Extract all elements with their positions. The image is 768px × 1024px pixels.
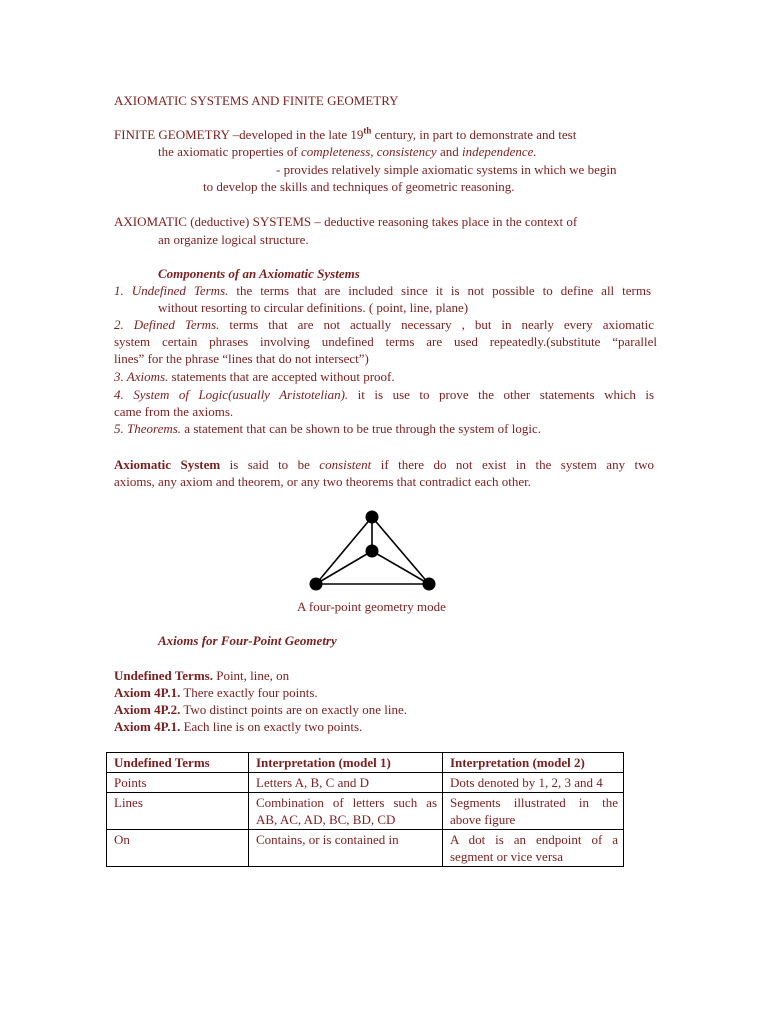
axiom-2	[114, 701, 407, 718]
component-3-text: statements that are accepted without proof.	[168, 369, 395, 384]
four-point-heading: Axioms for Four-Point Geometry	[158, 633, 337, 648]
axiom-1	[114, 684, 318, 701]
component-4-label: 4. System of Logic(usually Aristotelian).	[114, 387, 349, 402]
header-undefined-terms: Undefined Terms	[107, 753, 249, 773]
component-2-label: 2. Defined Terms.	[114, 317, 220, 332]
page-title: AXIOMATIC SYSTEMS AND FINITE GEOMETRY	[114, 93, 399, 108]
point-left	[310, 578, 323, 591]
component-2-line-1	[114, 316, 654, 333]
axiom-1-text: There exactly four points.	[180, 685, 318, 700]
axiom-2-label: Axiom 4P.2.	[114, 702, 181, 717]
component-2-line-3: lines” for the phrase “lines that do not intersect”)	[114, 351, 369, 366]
segment-top-right	[372, 517, 429, 584]
consistent-line-1	[114, 456, 654, 473]
consistent-italic: consistent	[319, 457, 372, 472]
four-point-diagram	[300, 506, 450, 598]
table-header-row	[107, 753, 624, 773]
finite-l2-italic-2: independence.	[461, 144, 537, 159]
component-5-text: a statement that can be shown to be true through the system of logic.	[181, 421, 541, 436]
figure-caption: A four-point geometry mode	[297, 599, 446, 614]
axiom-1-label: Axiom 4P.1.	[114, 685, 181, 700]
segment-left-center	[316, 551, 372, 584]
table-cell: Contains, or is contained in	[249, 830, 443, 867]
axiom-3	[114, 718, 362, 735]
table-cell: Letters A, B, C and D	[249, 773, 443, 793]
axiom-2-text: Two distinct points are on exactly one line.	[180, 702, 407, 717]
component-4-text: it is use to prove the other statements which is	[348, 387, 655, 402]
component-1-line-1	[114, 282, 651, 299]
axiom-3-text: Each line is on exactly two points.	[180, 719, 363, 734]
interpretation-table	[106, 752, 624, 867]
segment-top-left	[316, 517, 372, 584]
components-heading: Components of an Axiomatic Systems	[158, 266, 360, 281]
table-cell: Segments illustrated in the above figure	[443, 793, 624, 830]
component-3-label: 3. Axioms.	[114, 369, 169, 384]
consistent-t1: is said to be	[220, 457, 320, 472]
finite-geometry-line-4: to develop the skills and techniques of geometric reasoning.	[203, 179, 515, 194]
component-4-line-2: came from the axioms.	[114, 404, 234, 419]
segment-right-center	[372, 551, 429, 584]
finite-head: FINITE GEOMETRY –developed in the late 19	[114, 127, 364, 142]
table-cell: Dots denoted by 1, 2, 3 and 4	[443, 773, 624, 793]
finite-geometry-line-3: - provides relatively simple axiomatic systems in which we begin	[276, 162, 617, 177]
component-2-line-2: system certain phrases involving undefined terms are used repeatedly.(substitute “parallel	[114, 334, 657, 349]
finite-geometry-line-1	[114, 126, 576, 143]
table-cell: A dot is an endpoint of a segment or vice versa	[443, 830, 624, 867]
finite-l2-italic-1: completeness, consistency	[300, 144, 437, 159]
table-row	[107, 830, 624, 867]
finite-l2-pre: the axiomatic properties of	[158, 144, 301, 159]
finite-sup: th	[363, 125, 372, 136]
table-cell: On	[107, 830, 249, 867]
finite-geometry-line-2	[158, 143, 537, 160]
component-1-text: the terms that are included since it is not possible to define all terms	[228, 283, 652, 298]
component-4-line-1	[114, 386, 654, 403]
header-model-1: Interpretation (model 1)	[249, 753, 443, 773]
table-row	[107, 773, 624, 793]
undefined-terms-text: Point, line, on	[212, 668, 290, 683]
component-3	[114, 368, 395, 385]
table-cell: Lines	[107, 793, 249, 830]
table-cell: Points	[107, 773, 249, 793]
point-top	[366, 511, 379, 524]
axiom-3-label: Axiom 4P.1.	[114, 719, 181, 734]
consistent-bold: Axiomatic System	[114, 457, 221, 472]
finite-l2-mid: and	[436, 144, 462, 159]
consistent-line-2: axioms, any axiom and theorem, or any two theorems that contradict each other.	[114, 474, 531, 489]
component-1-line-2: without resorting to circular definitions. ( point, line, plane)	[158, 300, 469, 315]
component-2-text: terms that are not actually necessary , but in nearly every axiomatic	[219, 317, 654, 332]
table-cell: Combination of letters such as AB, AC, AD, BC, BD, CD	[249, 793, 443, 830]
axiomatic-line-2: an organize logical structure.	[158, 232, 309, 247]
finite-tail: century, in part to demonstrate and test	[371, 127, 577, 142]
consistent-t2: if there do not exist in the system any two	[371, 457, 654, 472]
component-1-label: 1. Undefined Terms.	[114, 283, 229, 298]
undefined-terms-label: Undefined Terms.	[114, 668, 213, 683]
point-center	[366, 545, 379, 558]
undefined-terms-line	[114, 667, 289, 684]
component-5	[114, 420, 541, 437]
point-right	[423, 578, 436, 591]
axiomatic-line-1: AXIOMATIC (deductive) SYSTEMS – deductive reasoning takes place in the context of	[114, 214, 578, 229]
component-5-label: 5. Theorems.	[114, 421, 182, 436]
table-row	[107, 793, 624, 830]
header-model-2: Interpretation (model 2)	[443, 753, 624, 773]
